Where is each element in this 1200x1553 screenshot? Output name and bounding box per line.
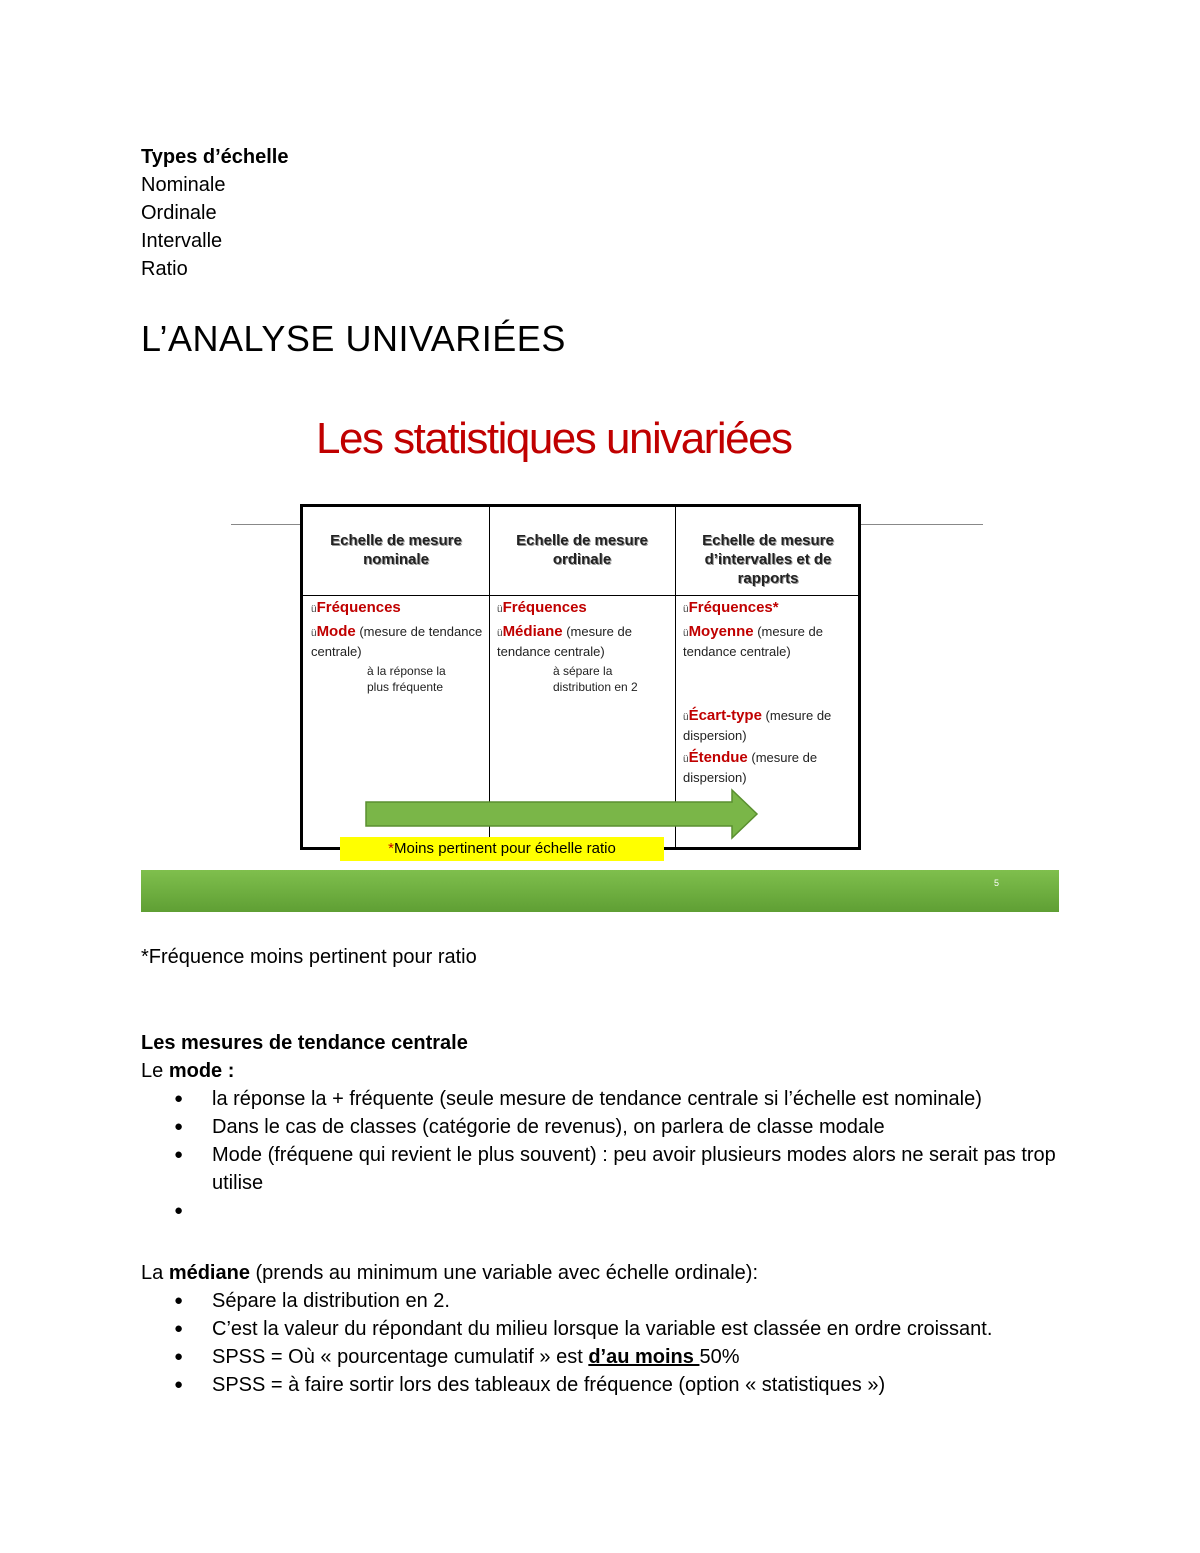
entry-frequences <box>683 599 855 619</box>
entry-label: Médiane <box>502 623 563 640</box>
entry-sub <box>311 663 483 695</box>
entry-label: Fréquences* <box>688 599 779 616</box>
entry-note: (mesure de dispersion) <box>683 750 818 785</box>
entry-label: Moyenne <box>688 623 754 640</box>
sub-line: à la réponse la <box>367 664 446 678</box>
right-arrow-icon <box>364 788 759 840</box>
check-icon: ü <box>311 604 317 615</box>
cell-ordinal <box>497 599 669 695</box>
note-text: Moins pertinent pour échelle ratio <box>394 840 616 857</box>
column-header-interval: Echelle de mesure d’intervalles et de rapports <box>702 532 834 587</box>
median-section <box>141 1259 1112 1399</box>
median-label <box>141 1259 1112 1287</box>
sub-line: distribution en 2 <box>553 680 638 694</box>
list-item <box>141 1197 1112 1225</box>
spss-suffix: 50% <box>699 1346 740 1368</box>
embedded-slide <box>141 400 1059 915</box>
entry-frequences <box>497 599 669 619</box>
entry-ecart-type <box>683 707 855 745</box>
entry-etendue <box>683 749 855 787</box>
central-tendency-section <box>141 1029 1112 1225</box>
entry-label: Écart-type <box>688 707 762 724</box>
cell-interval <box>683 599 855 787</box>
entry-note: (mesure de tendance centrale) <box>311 624 483 659</box>
list-item: ● C’est la valeur du répondant du milieu lorsque la variable est classée en ordre croissant. <box>141 1315 1112 1343</box>
sub-line: plus fréquente <box>367 680 444 694</box>
list-item: ● Dans le cas de classes (catégorie de revenus), on parlera de classe modale <box>141 1113 1112 1141</box>
scale-types-heading: Types d’échelle <box>141 146 289 168</box>
column-header-nominal: Echelle de mesure nominale <box>330 532 462 568</box>
slide-footer-bar <box>141 870 1059 912</box>
check-icon: ü <box>683 628 689 639</box>
check-icon: ü <box>683 754 689 765</box>
slide-title: Les statistiques univariées <box>316 414 792 463</box>
median-prefix: La <box>141 1262 169 1284</box>
entry-label: Mode <box>316 623 356 640</box>
scale-type-item: Ordinale <box>141 202 217 224</box>
list-item: ● Mode (fréquene qui revient le plus souvent) : peu avoir plusieurs modes alors ne serait pas trop utilise <box>141 1141 1112 1197</box>
entry-frequences <box>311 599 483 619</box>
entry-note: (mesure de dispersion) <box>683 708 832 743</box>
entry-note: (mesure de tendance centrale) <box>497 624 632 659</box>
mode-label <box>141 1057 1112 1085</box>
frequency-note: *Fréquence moins pertinent pour ratio <box>141 946 477 968</box>
median-word: médiane <box>168 1262 250 1284</box>
sub-line: à sépare la <box>553 664 613 678</box>
check-icon: ü <box>497 628 503 639</box>
scale-types-section <box>141 143 288 283</box>
spss-text: SPSS = Où « pourcentage cumulatif » est <box>212 1346 589 1368</box>
mode-suffix: : <box>222 1060 235 1082</box>
median-suffix: (prends au minimum une variable avec échelle ordinale): <box>249 1262 759 1284</box>
entry-label: Étendue <box>688 749 748 766</box>
list-item <box>141 1343 1112 1371</box>
entry-sub <box>497 663 669 695</box>
check-icon: ü <box>683 712 689 723</box>
entry-moyenne <box>683 623 855 661</box>
entry-label: Fréquences <box>316 599 401 616</box>
check-icon: ü <box>497 604 503 615</box>
header-divider <box>303 595 858 596</box>
mode-word: mode <box>168 1060 223 1082</box>
scale-type-item: Intervalle <box>141 230 223 252</box>
note-star: * <box>388 840 395 857</box>
check-icon: ü <box>311 628 317 639</box>
entry-mediane <box>497 623 669 661</box>
list-item: ● SPSS = à faire sortir lors des tableaux de fréquence (option « statistiques ») <box>141 1371 1112 1399</box>
scale-type-item: Nominale <box>141 174 226 196</box>
list-item: ● la réponse la + fréquente (seule mesure de tendance centrale si l’échelle est nominale) <box>141 1085 1112 1113</box>
list-item: ● Sépare la distribution en 2. <box>141 1287 1112 1315</box>
cell-nominal <box>311 599 483 695</box>
entry-label: Fréquences <box>502 599 587 616</box>
slide-number: 5 <box>993 878 999 888</box>
entry-mode <box>311 623 483 661</box>
scale-type-item: Ratio <box>141 258 188 280</box>
entry-note: (mesure de tendance centrale) <box>683 624 823 659</box>
highlight-note <box>340 837 664 861</box>
median-bullet-list <box>141 1287 1112 1399</box>
section-title: L’ANALYSE UNIVARIÉES <box>141 318 566 359</box>
mode-prefix: Le <box>141 1060 169 1082</box>
check-icon: ü <box>683 604 689 615</box>
column-header-ordinal: Echelle de mesure ordinale <box>516 532 648 568</box>
central-tendency-heading: Les mesures de tendance centrale <box>141 1032 468 1054</box>
mode-bullet-list <box>141 1085 1112 1225</box>
spss-underlined: d’au moins <box>588 1346 700 1368</box>
